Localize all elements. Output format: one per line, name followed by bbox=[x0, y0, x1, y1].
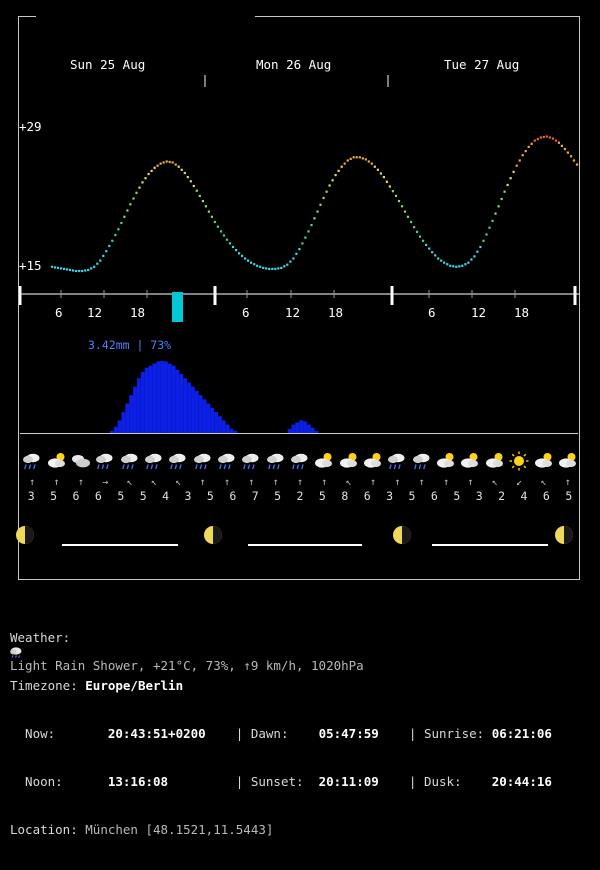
hour-tick-6: 6 bbox=[428, 305, 436, 320]
report-footer bbox=[10, 598, 600, 870]
wind-speed-2: 6 bbox=[72, 489, 80, 503]
wind-arrow-2: ↑ bbox=[77, 477, 84, 488]
weather-label: Weather: bbox=[10, 630, 71, 645]
wind-arrow-7: ↑ bbox=[199, 477, 206, 488]
moon-waning-crescent-3 bbox=[553, 524, 575, 546]
precipitation-label: 3.42mm | 73% bbox=[88, 338, 172, 352]
hourly-weather-icons bbox=[20, 450, 580, 476]
wind-speed-4: 5 bbox=[117, 489, 125, 503]
temperature-chart bbox=[19, 95, 579, 285]
wind-speed-15: 6 bbox=[363, 489, 371, 503]
weather-icon-partly-cloudy-14 bbox=[362, 450, 384, 474]
wind-arrow-4: ↖ bbox=[126, 477, 133, 488]
wind-arrow-18: ↑ bbox=[467, 477, 474, 488]
day-label-2: Tue 27 Aug bbox=[444, 57, 520, 72]
wind-speed-18: 6 bbox=[430, 489, 438, 503]
dawn-sep: | bbox=[408, 726, 424, 741]
wind-speed-row bbox=[20, 489, 580, 503]
day-label-1: Mon 26 Aug bbox=[256, 57, 332, 72]
wind-speed-1: 5 bbox=[50, 489, 58, 503]
wind-speed-5: 5 bbox=[139, 489, 147, 503]
wind-arrow-1: ↑ bbox=[53, 477, 60, 488]
moon-separator-2 bbox=[432, 544, 548, 546]
now-value: 20:43:51+0200 bbox=[107, 726, 236, 741]
wind-speed-17: 5 bbox=[408, 489, 416, 503]
moon-separator-0 bbox=[62, 544, 178, 546]
temp-axis-min: +15 bbox=[19, 258, 42, 273]
wind-speed-23: 6 bbox=[542, 489, 550, 503]
now-sep: | bbox=[235, 726, 251, 741]
weather-icon-partly-cloudy-13 bbox=[338, 450, 360, 474]
weather-icon-rain-5 bbox=[143, 450, 165, 474]
weather-icon-rain-9 bbox=[240, 450, 262, 474]
moon-last-quarter-1 bbox=[202, 524, 224, 546]
day-label-0: Sun 25 Aug bbox=[70, 57, 146, 72]
wind-arrow-15: ↑ bbox=[394, 477, 401, 488]
wind-speed-10: 7 bbox=[251, 489, 259, 503]
moon-separator-1 bbox=[248, 544, 362, 546]
current-time-marker bbox=[172, 292, 183, 322]
noon-row bbox=[10, 774, 600, 790]
weather-icon-rain-15 bbox=[386, 450, 408, 474]
hour-tick-4: 12 bbox=[285, 305, 301, 320]
noon-value: 13:16:08 bbox=[107, 774, 236, 789]
wind-speed-13: 5 bbox=[318, 489, 326, 503]
weather-value: Light Rain Shower, +21°C, 73%, ↑9 km/h, 1020hPa bbox=[10, 658, 364, 673]
now-label: Now: bbox=[10, 726, 108, 741]
hour-tick-5: 18 bbox=[328, 305, 344, 320]
wind-arrow-16: ↑ bbox=[418, 477, 425, 488]
wind-arrow-5: ↖ bbox=[150, 477, 157, 488]
weather-icon-rain-7 bbox=[192, 450, 214, 474]
wind-arrow-9: ↑ bbox=[248, 477, 255, 488]
weather-icon-cloudy-2 bbox=[70, 450, 92, 474]
wind-speed-12: 2 bbox=[296, 489, 304, 503]
wind-speed-7: 3 bbox=[184, 489, 192, 503]
timezone-row bbox=[10, 678, 600, 694]
moon-waning-crescent-2 bbox=[391, 524, 413, 546]
wind-speed-24: 5 bbox=[565, 489, 573, 503]
noon-label: Noon: bbox=[10, 774, 108, 789]
dawn-label: Dawn: bbox=[250, 726, 319, 741]
now-row bbox=[10, 726, 600, 742]
timezone-value: Europe/Berlin bbox=[85, 678, 184, 693]
wind-speed-11: 5 bbox=[274, 489, 282, 503]
sunset-label: Sunset: bbox=[250, 774, 319, 789]
weather-icon-rain-10 bbox=[265, 450, 287, 474]
weather-icon-partly-cloudy-18 bbox=[459, 450, 481, 474]
wind-speed-22: 4 bbox=[520, 489, 528, 503]
dusk-label: Dusk: bbox=[423, 774, 492, 789]
weather-icon-rain-8 bbox=[216, 450, 238, 474]
weather-icon-rain-4 bbox=[119, 450, 141, 474]
temp-axis-max: +29 bbox=[19, 119, 42, 134]
location-row bbox=[10, 822, 600, 838]
precipitation-chart bbox=[19, 352, 579, 434]
wind-arrow-21: ↖ bbox=[540, 477, 547, 488]
weather-icon-rain-6 bbox=[167, 450, 189, 474]
weather-icon-partly-cloudy-19 bbox=[484, 450, 506, 474]
wind-arrow-12: ↑ bbox=[321, 477, 328, 488]
wind-arrow-11: ↑ bbox=[296, 477, 304, 488]
wind-arrow-22: ↑ bbox=[564, 477, 571, 488]
moon-last-quarter-0 bbox=[14, 524, 36, 546]
cloud-rain-icon bbox=[10, 646, 23, 658]
hour-tick-3: 6 bbox=[242, 305, 250, 320]
sunset-value: 20:11:09 bbox=[318, 774, 409, 789]
wind-speed-21: 2 bbox=[498, 489, 506, 503]
dawn-value: 05:47:59 bbox=[318, 726, 409, 741]
timezone-label: Timezone: bbox=[10, 678, 78, 693]
wind-arrow-17: ↑ bbox=[443, 477, 450, 488]
wind-speed-0: 3 bbox=[27, 489, 35, 503]
weather-icon-rain-16 bbox=[411, 450, 433, 474]
wind-speed-9: 6 bbox=[229, 489, 237, 503]
title-gap bbox=[36, 9, 255, 25]
wind-speed-19: 5 bbox=[453, 489, 461, 503]
weather-icon-rain-3 bbox=[94, 450, 116, 474]
day-separator-ticks bbox=[19, 75, 579, 89]
wind-speed-6: 4 bbox=[162, 489, 170, 503]
weather-icon-partly-cloudy-17 bbox=[435, 450, 457, 474]
weather-icon-partly-cloudy-1 bbox=[46, 450, 68, 474]
precipitation-baseline bbox=[20, 433, 578, 434]
location-value: München [48.1521,11.5443] bbox=[85, 822, 274, 837]
sunrise-value: 06:21:06 bbox=[491, 726, 552, 741]
noon-sep: | bbox=[235, 774, 251, 789]
wind-arrow-8: ↑ bbox=[223, 477, 231, 488]
weather-icon-partly-cloudy-21 bbox=[533, 450, 555, 474]
wind-arrow-20: ↙ bbox=[516, 477, 523, 488]
wind-speed-20: 3 bbox=[475, 489, 483, 503]
weather-icon-rain-0 bbox=[21, 450, 43, 474]
wind-arrow-13: ↖ bbox=[345, 477, 352, 488]
wind-speed-3: 6 bbox=[94, 489, 102, 503]
wind-speed-14: 8 bbox=[341, 489, 349, 503]
wind-arrow-6: ↖ bbox=[175, 477, 182, 488]
sunset-sep: | bbox=[408, 774, 424, 789]
dusk-value: 20:44:16 bbox=[491, 774, 552, 789]
weather-icon-partly-cloudy-22 bbox=[557, 450, 579, 474]
hour-tick-7: 12 bbox=[471, 305, 487, 320]
wind-arrow-10: ↑ bbox=[272, 477, 279, 488]
sunrise-label: Sunrise: bbox=[423, 726, 492, 741]
location-label: Location: bbox=[10, 822, 78, 837]
weather-icon-rain-11 bbox=[289, 450, 311, 474]
weather-icon-partly-cloudy-12 bbox=[313, 450, 335, 474]
hour-tick-8: 18 bbox=[514, 305, 530, 320]
weather-icon-sunny-20 bbox=[508, 450, 530, 474]
hour-tick-2: 18 bbox=[130, 305, 146, 320]
wind-arrow-0: ↑ bbox=[29, 477, 36, 488]
hour-tick-1: 12 bbox=[87, 305, 103, 320]
wind-arrow-3: → bbox=[102, 477, 109, 488]
wind-speed-16: 3 bbox=[386, 489, 394, 503]
wind-direction-row bbox=[20, 476, 580, 489]
wind-arrow-14: ↑ bbox=[369, 477, 377, 488]
weather-row bbox=[10, 630, 600, 673]
moon-phase-row bbox=[0, 516, 600, 550]
wind-speed-8: 5 bbox=[206, 489, 214, 503]
hour-tick-0: 6 bbox=[55, 305, 63, 320]
wind-arrow-19: ↖ bbox=[491, 477, 498, 488]
